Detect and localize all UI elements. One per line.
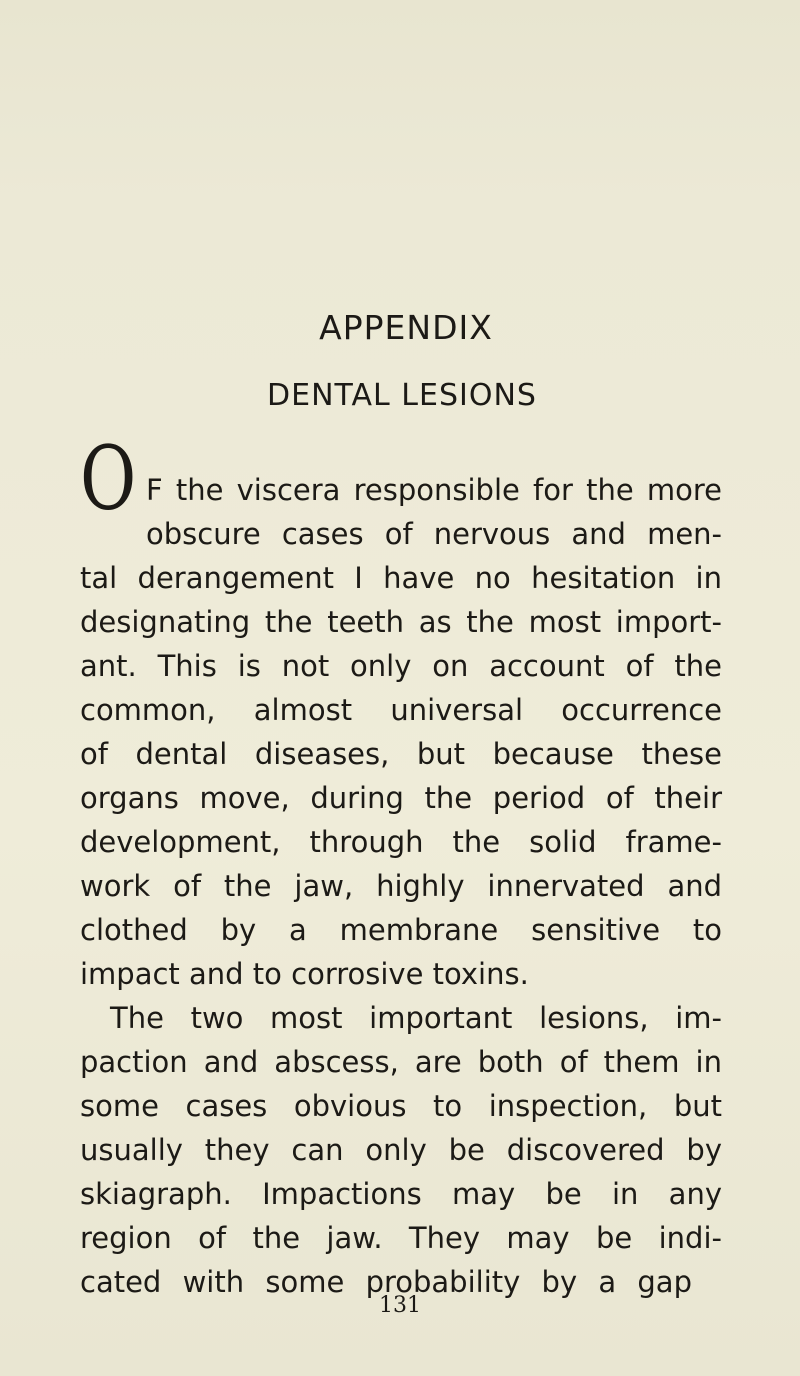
text-line: region of the jaw. They may be indi- (80, 1221, 722, 1255)
text-line: The two most important lesions, im- (110, 1001, 722, 1035)
appendix-heading: APPENDIX (319, 308, 493, 347)
page-number: 131 (379, 1293, 421, 1318)
section-title: DENTAL LESIONS (267, 378, 537, 413)
text-line: work of the jaw, highly innervated and (80, 869, 722, 903)
text-line: cated with some probability by a gap (80, 1265, 692, 1299)
text-line: development, through the solid frame- (80, 825, 722, 859)
text-line: paction and abscess, are both of them in (80, 1045, 722, 1079)
text-line: impact and to corrosive toxins. (80, 957, 529, 991)
text-line: organs move, during the period of their (80, 781, 722, 815)
text-line: obscure cases of nervous and men- (146, 517, 722, 551)
text-line: skiagraph. Impactions may be in any (80, 1177, 722, 1211)
text-line: ant. This is not only on account of the (80, 649, 722, 683)
text-line: clothed by a membrane sensitive to (80, 913, 722, 947)
text-line: F the viscera responsible for the more (146, 473, 722, 507)
text-line: usually they can only be discovered by (80, 1133, 722, 1167)
text-line: of dental diseases, but because these (80, 737, 722, 771)
text-line: some cases obvious to inspection, but (80, 1089, 722, 1123)
text-line: tal derangement I have no hesitation in (80, 561, 722, 595)
text-line: common, almost universal occurrence (80, 693, 722, 727)
text-line: designating the teeth as the most import- (80, 605, 722, 639)
drop-cap: O (80, 427, 137, 530)
